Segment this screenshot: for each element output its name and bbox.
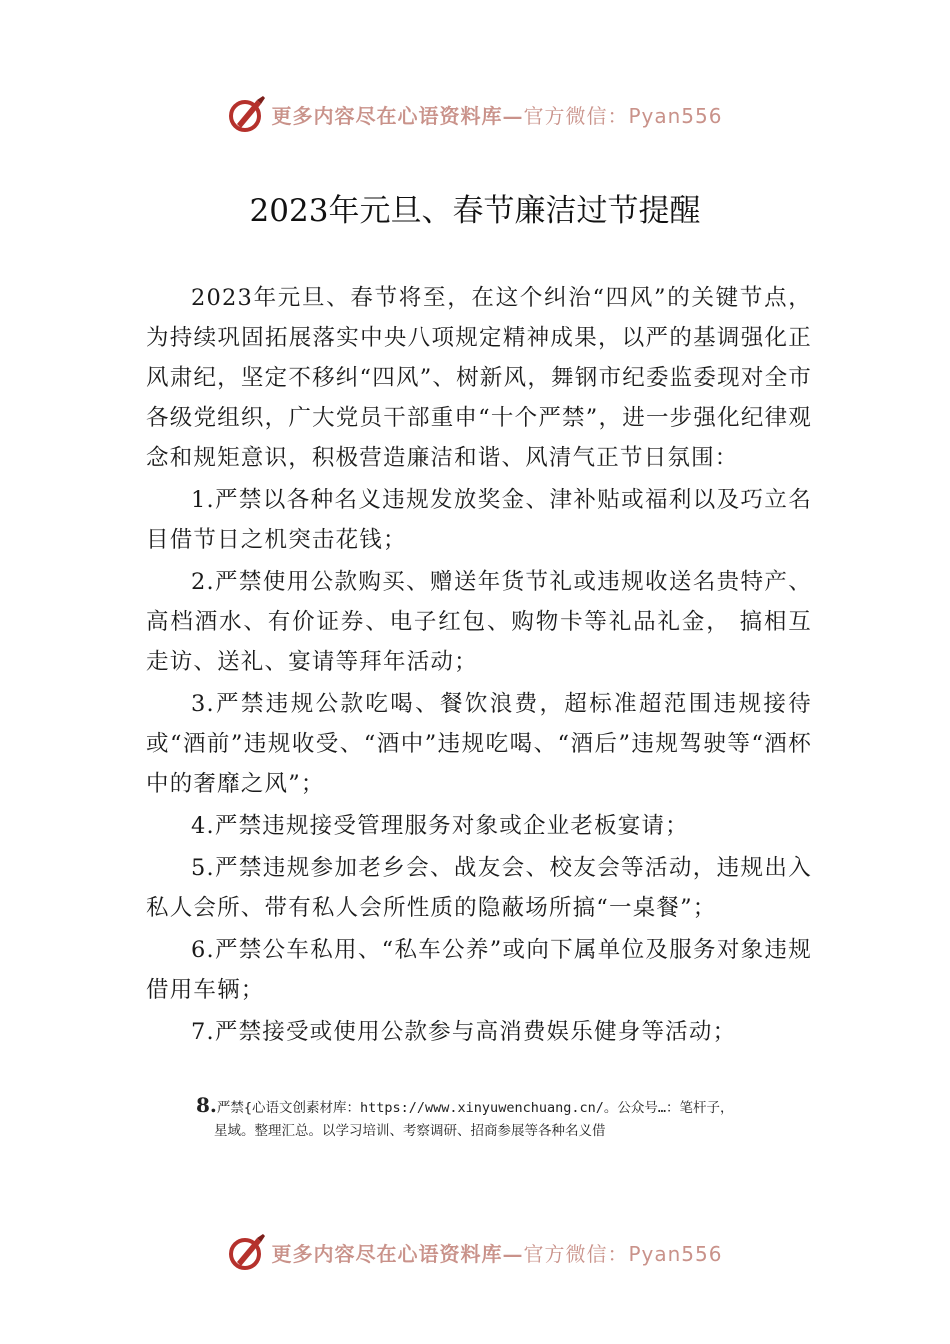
watermark-text: 更多内容尽在心语资料库—官方微信：Pyan556 bbox=[271, 103, 723, 128]
header-watermark bbox=[0, 92, 950, 136]
rule-item: 3.严禁违规公款吃喝、餐饮浪费，超标准超范围违规接待或“酒前”违规收受、“酒中”违规吃喝、“酒后”违规驾驶等“酒杯中的奢靡之风”； bbox=[146, 691, 812, 797]
rule-item: 7.严禁接受或使用公款参与高消费娱乐健身等活动； bbox=[191, 1019, 737, 1045]
rule-item: 6.严禁公车私用、“私车公养”或向下属单位及服务对象违规借用车辆； bbox=[146, 937, 812, 1003]
footnote-number: 8. bbox=[196, 1093, 217, 1117]
rule-item: 5.严禁违规参加老乡会、战友会、校友会等活动，违规出入私人会所、带有私人会所性质的隐蔽场所搞“一桌餐”； bbox=[146, 855, 812, 921]
footnote-line-1: 严禁{心语文创素材库：https://www.xinyuwenchuang.cn/。公众号…：笔杆子， bbox=[216, 1100, 734, 1116]
document-body bbox=[146, 278, 812, 1052]
document-title: 2023年元旦、春节廉洁过节提醒 bbox=[249, 193, 701, 229]
rule-item: 1.严禁以各种名义违规发放奖金、津补贴或福利以及巧立名目借节日之机突击花钱； bbox=[146, 487, 812, 553]
intro-paragraph: 2023年元旦、春节将至，在这个纠治“四风”的关键节点，为持续巩固拓展落实中央八项规定精神成果，以严的基调强化正风肃纪，坚定不移纠“四风”、树新风，舞钢市纪委监委现对全市各级党组织，广大党员干部重申“十个严禁”，进一步强化纪律观念和规矩意识，积极营造廉洁和谐、风清气正节日氛围： bbox=[146, 285, 812, 471]
rule-item: 4.严禁违规接受管理服务对象或企业老板宴请； bbox=[191, 813, 689, 839]
footnote-rule-8 bbox=[196, 1094, 836, 1143]
pen-logo-icon bbox=[227, 1232, 267, 1272]
watermark-text: 更多内容尽在心语资料库—官方微信：Pyan556 bbox=[271, 1241, 723, 1266]
rule-item: 2.严禁使用公款购买、赠送年货节礼或违规收送名贵特产、高档酒水、有价证券、电子红包、购物卡等礼品礼金， 搞相互走访、送礼、宴请等拜年活动； bbox=[146, 569, 812, 675]
footer-watermark bbox=[0, 1230, 950, 1274]
pen-logo-icon bbox=[227, 94, 267, 134]
footnote-line-2: 星域。整理汇总。以学习培训、考察调研、招商参展等各种名义借 bbox=[214, 1123, 606, 1139]
